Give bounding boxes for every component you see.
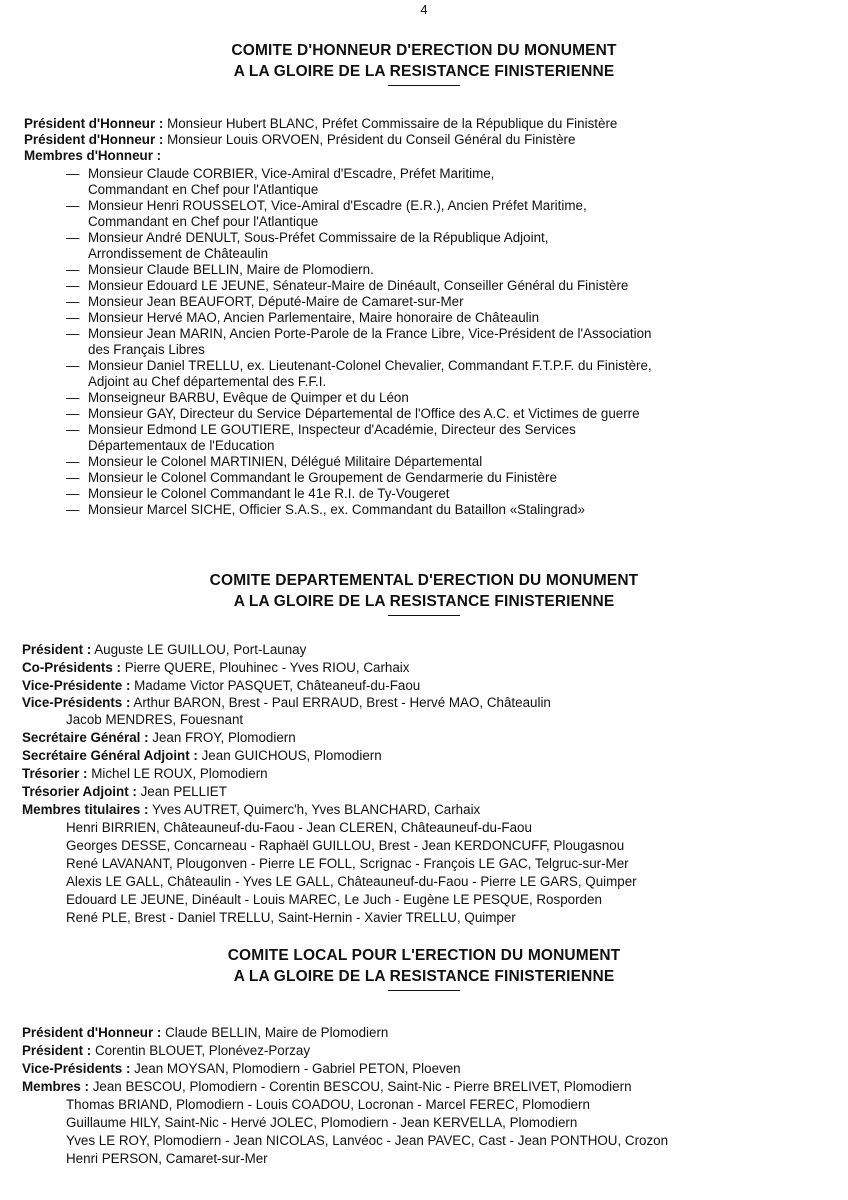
section-title-line-2: A LA GLOIRE DE LA RESISTANCE FINISTERIENNE [233,968,615,985]
role-label: Trésorier Adjoint : [22,784,137,799]
dash-glyph: — [66,310,80,325]
section-title-line-1: COMITE DEPARTEMENTAL D'ERECTION DU MONUMENT [209,572,639,589]
section-departmental-committee [0,570,848,616]
dash-glyph: — [66,198,80,213]
list-item [0,1024,848,1042]
section-local-committee [0,945,848,991]
local-committee-list [0,1024,848,1168]
section-honor-committee [0,40,848,86]
role-label: Président : [22,1043,92,1058]
list-item [0,783,848,801]
role-label: Président d'Honneur : [22,1025,162,1040]
list-item [0,641,848,659]
dash-glyph: — [66,470,80,485]
list-item-continuation: Commandant en Chef pour l'Atlantique [88,214,319,229]
list-item-continuation: Départementaux de l'Education [88,438,275,453]
member-text: Monsieur Daniel TRELLU, ex. Lieutenant-Colonel Chevalier, Commandant F.T.P.F. du Finistère, [88,358,652,373]
list-item [0,1078,848,1096]
dash-glyph: — [66,358,80,373]
role-label: Vice-Présidents : [22,695,131,710]
title-underline [388,85,460,86]
dash-glyph: — [66,390,80,405]
role-text: Jean PELLIET [140,784,227,799]
list-item [0,198,848,214]
role-text: Madame Victor PASQUET, Châteaneuf-du-Faou [134,678,421,693]
list-item-continuation: René LAVANANT, Plougonven - Pierre LE FOLL, Scrignac - François LE GAC, Telgruc-sur-Mer [66,856,629,871]
dash-glyph: — [66,294,80,309]
member-text: Monsieur Edmond LE GOUTIERE, Inspecteur d'Académie, Directeur des Services [88,422,576,437]
dash-glyph: — [66,262,80,277]
list-item-continuation: Commandant en Chef pour l'Atlantique [88,182,319,197]
role-text: Claude BELLIN, Maire de Plomodiern [165,1025,389,1040]
dash-glyph: — [66,486,80,501]
role-text: Jean MOYSAN, Plomodiern - Gabriel PETON, Ploeven [134,1061,461,1076]
list-item [0,390,848,406]
list-item [0,729,848,747]
departmental-committee-list [0,641,848,927]
list-item-continuation: Henri BIRRIEN, Châteauneuf-du-Faou - Jean CLEREN, Châteauneuf-du-Faou [66,820,532,835]
title-underline [388,615,460,616]
dash-glyph: — [66,326,80,341]
role-text: Michel LE ROUX, Plomodiern [91,766,268,781]
list-item [0,486,848,502]
member-text: Monsieur GAY, Directeur du Service Départemental de l'Office des A.C. et Victimes de guerre [88,406,640,421]
role-label: Secrétaire Général Adjoint : [22,748,198,763]
officer-text: Monsieur Hubert BLANC, Préfet Commissaire de la République du Finistère [167,116,618,131]
role-label: Vice-Présidents : [22,1061,131,1076]
officer-label: Président d'Honneur : [24,132,164,147]
list-item [0,765,848,783]
list-item-continuation: René PLE, Brest - Daniel TRELLU, Saint-Hernin - Xavier TRELLU, Quimper [66,910,516,925]
section-title-line-1: COMITE D'HONNEUR D'ERECTION DU MONUMENT [231,42,617,59]
list-item [0,326,848,342]
list-item-continuation: Yves LE ROY, Plomodiern - Jean NICOLAS, Lanvéoc - Jean PAVEC, Cast - Jean PONTHOU, Crozon [66,1133,669,1148]
officer-row [0,148,848,164]
list-item [0,278,848,294]
member-text: Monsieur le Colonel Commandant le Groupement de Gendarmerie du Finistère [88,470,557,485]
list-item-continuation: Adjoint au Chef départemental des F.F.I. [88,374,327,389]
officer-text: Monsieur Louis ORVOEN, Président du Conseil Général du Finistère [167,132,576,147]
title-underline [388,990,460,991]
list-item [0,262,848,278]
role-text: Corentin BLOUET, Plonévez-Porzay [94,1043,311,1058]
list-item [0,502,848,518]
member-text: Monsieur Hervé MAO, Ancien Parlementaire, Maire honoraire de Châteaulin [88,310,540,325]
role-text: Auguste LE GUILLOU, Port-Launay [94,642,307,657]
list-item [0,1060,848,1078]
member-text: Monsieur Marcel SICHE, Officier S.A.S., ex. Commandant du Bataillon «Stalingrad» [88,502,585,517]
dash-glyph: — [66,406,80,421]
list-item [0,406,848,422]
list-item [0,454,848,470]
section-title-line-1: COMITE LOCAL POUR L'ERECTION DU MONUMENT [227,947,621,964]
section-title-line-2: A LA GLOIRE DE LA RESISTANCE FINISTERIENNE [233,593,615,610]
member-text: Monsieur Edouard LE JEUNE, Sénateur-Maire de Dinéault, Conseiller Général du Finistère [88,278,629,293]
list-item [0,801,848,819]
list-item-continuation: des Français Libres [88,342,205,357]
role-label: Co-Présidents : [22,660,121,675]
officer-row [0,116,848,132]
role-label: Membres : [22,1079,89,1094]
list-item [0,470,848,486]
member-text: Monsieur le Colonel Commandant le 41e R.I. de Ty-Vougeret [88,486,450,501]
officer-row [0,132,848,148]
role-text: Jean FROY, Plomodiern [152,730,296,745]
role-label: Président : [22,642,92,657]
list-item-continuation: Henri PERSON, Camaret-sur-Mer [66,1151,268,1166]
dash-glyph: — [66,422,80,437]
list-item [0,677,848,695]
member-text: Monsieur Henri ROUSSELOT, Vice-Amiral d'Escadre (E.R.), Ancien Préfet Maritime, [88,198,587,213]
list-item-continuation: Guillaume HILY, Saint-Nic - Hervé JOLEC, Plomodiern - Jean KERVELLA, Plomodiern [66,1115,578,1130]
member-text: Monsieur André DENULT, Sous-Préfet Commissaire de la République Adjoint, [88,230,549,245]
role-text: Jean BESCOU, Plomodiern - Corentin BESCOU, Saint-Nic - Pierre BRELIVET, Plomodiern [92,1079,632,1094]
list-item-continuation: Jacob MENDRES, Fouesnant [66,712,244,727]
honor-committee-officers [0,116,848,164]
page-number: 4 [420,2,428,17]
dash-glyph: — [66,166,80,181]
list-item-continuation: Georges DESSE, Concarneau - Raphaël GUILLOU, Brest - Jean KERDONCUFF, Plougasnou [66,838,625,853]
officer-label: Président d'Honneur : [24,116,164,131]
member-text: Monsieur Jean MARIN, Ancien Porte-Parole de la France Libre, Vice-Président de l'Association [88,326,652,341]
list-item-continuation: Edouard LE JEUNE, Dinéault - Louis MAREC, Le Juch - Eugène LE PESQUE, Rosporden [66,892,602,907]
list-item [0,294,848,310]
list-item [0,230,848,246]
role-text: Yves AUTRET, Quimerc'h, Yves BLANCHARD, Carhaix [152,802,481,817]
role-label: Vice-Présidente : [22,678,131,693]
list-item [0,166,848,182]
list-item [0,659,848,677]
role-text: Pierre QUERE, Plouhinec - Yves RIOU, Carhaix [124,660,410,675]
role-label: Trésorier : [22,766,88,781]
dash-glyph: — [66,454,80,469]
list-item [0,1042,848,1060]
dash-glyph: — [66,278,80,293]
role-label: Membres titulaires : [22,802,149,817]
list-item [0,422,848,438]
honor-members-list [0,166,848,518]
member-text: Monsieur Claude CORBIER, Vice-Amiral d'Escadre, Préfet Maritime, [88,166,495,181]
member-text: Monsieur le Colonel MARTINIEN, Délégué Militaire Départemental [88,454,483,469]
dash-glyph: — [66,230,80,245]
role-text: Arthur BARON, Brest - Paul ERRAUD, Brest - Hervé MAO, Châteaulin [133,695,551,710]
dash-glyph: — [66,502,80,517]
member-text: Monseigneur BARBU, Evêque de Quimper et du Léon [88,390,409,405]
role-label: Secrétaire Général : [22,730,149,745]
list-item [0,310,848,326]
list-item-continuation: Thomas BRIAND, Plomodiern - Louis COADOU, Locronan - Marcel FEREC, Plomodiern [66,1097,590,1112]
list-item-continuation: Arrondissement de Châteaulin [88,246,269,261]
list-item [0,358,848,374]
member-text: Monsieur Jean BEAUFORT, Député-Maire de Camaret-sur-Mer [88,294,464,309]
officer-label: Membres d'Honneur : [24,148,162,163]
list-item-continuation: Alexis LE GALL, Châteaulin - Yves LE GALL, Châteauneuf-du-Faou - Pierre LE GARS, Quimper [66,874,637,889]
list-item [0,747,848,765]
section-title-line-2: A LA GLOIRE DE LA RESISTANCE FINISTERIENNE [233,63,615,80]
role-text: Jean GUICHOUS, Plomodiern [201,748,382,763]
member-text: Monsieur Claude BELLIN, Maire de Plomodiern. [88,262,374,277]
list-item [0,695,848,711]
